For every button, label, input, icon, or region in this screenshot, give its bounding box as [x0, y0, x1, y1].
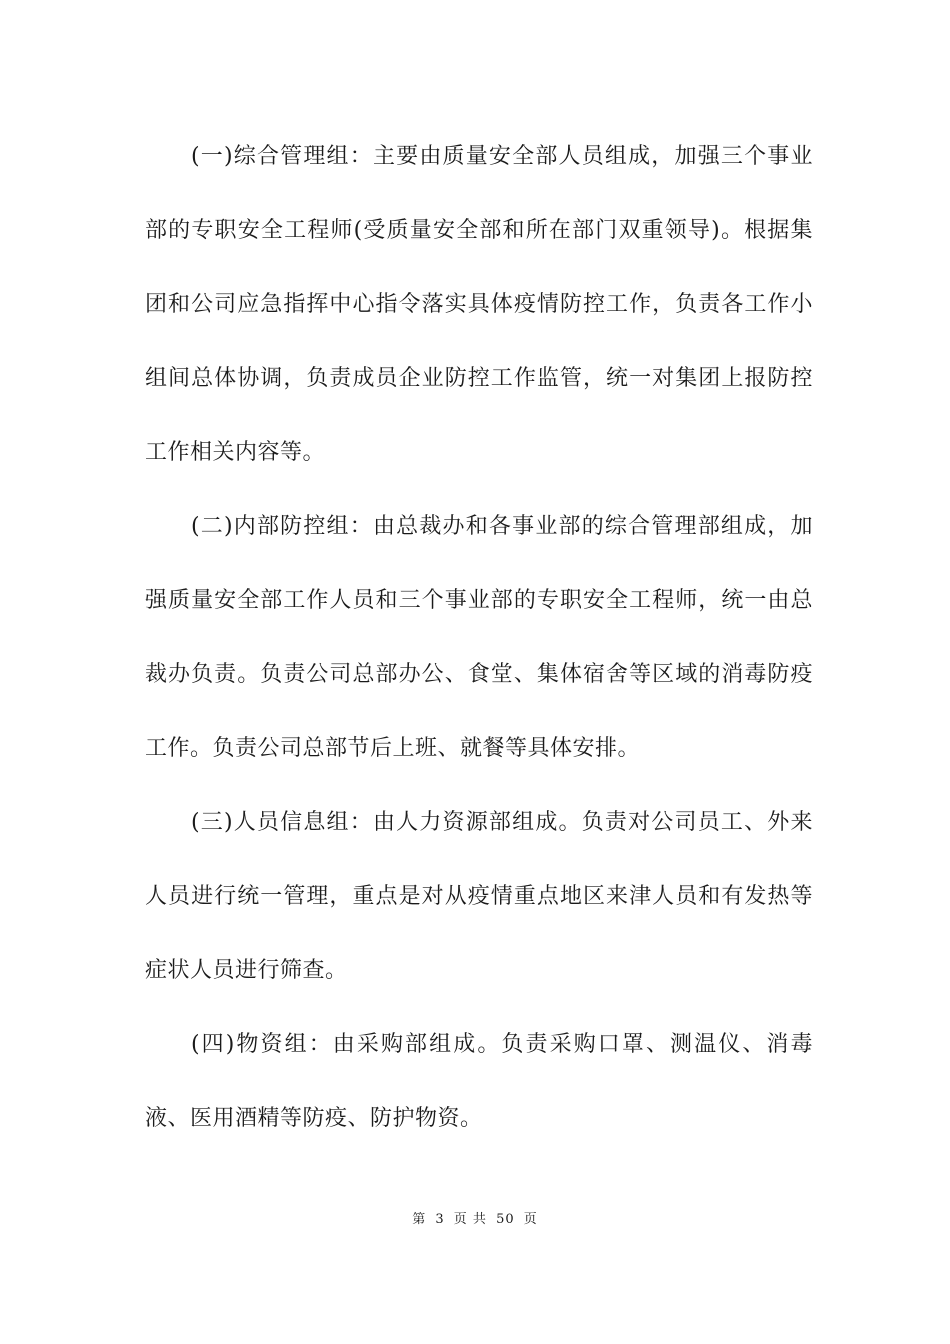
paragraph-general-management: (一)综合管理组：主要由质量安全部人员组成，加强三个事业部的专职安全工程师(受质量安全部和所在部门双重领导)。根据集团和公司应急指挥中心指令落实具体疫情防控工作，负责各工作小组间总体协调，负责成员企业防控工作监管，统一对集团上报防控工作相关内容等。: [145, 144, 813, 465]
paragraph-personnel-info: (三)人员信息组：由人力资源部组成。负责对公司员工、外来人员进行统一管理，重点是对从疫情重点地区来津人员和有发热等症状人员进行筛查。: [145, 810, 813, 983]
document-body: [145, 120, 813, 1156]
page-footer: [0, 1208, 950, 1227]
footer-total-pages: 50: [496, 1212, 515, 1227]
footer-middle: 页 共: [453, 1212, 487, 1227]
footer-prefix: 第: [412, 1212, 427, 1227]
footer-suffix: 页: [523, 1212, 538, 1227]
paragraph-internal-control: (二)内部防控组：由总裁办和各事业部的综合管理部组成，加强质量安全部工作人员和三个事业部的专职安全工程师，统一由总裁办负责。负责公司总部办公、食堂、集体宿舍等区域的消毒防疫工作。负责公司总部节后上班、就餐等具体安排。: [145, 514, 813, 761]
paragraph-supplies: (四)物资组：由采购部组成。负责采购口罩、测温仪、消毒液、医用酒精等防疫、防护物资。: [145, 1032, 813, 1131]
footer-page-number: 3: [435, 1212, 445, 1227]
